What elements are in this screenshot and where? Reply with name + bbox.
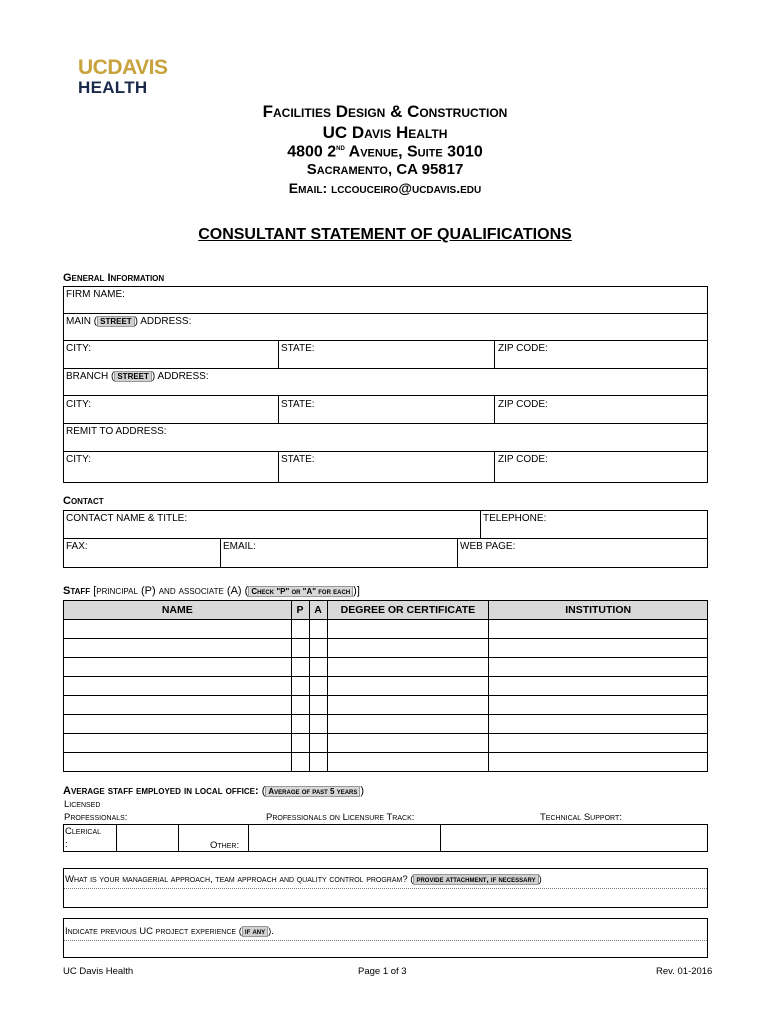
divider [494, 451, 495, 483]
clerical-label-1: Clerical [65, 826, 102, 837]
staff-cell-institution[interactable] [489, 696, 708, 715]
staff-cell-name[interactable] [64, 715, 292, 734]
staff-cell-institution[interactable] [489, 715, 708, 734]
staff-cell-institution[interactable] [489, 658, 708, 677]
staff-cell-p[interactable] [291, 715, 309, 734]
header-line5 [0, 180, 770, 196]
divider [457, 538, 458, 568]
staff-cell-degree[interactable] [327, 734, 489, 753]
staff-cell-name[interactable] [64, 639, 292, 658]
logo-health: HEALTH [78, 78, 148, 97]
logo [78, 57, 167, 96]
main-address-label: MAIN ( [66, 316, 98, 327]
remit-zip-field[interactable]: ZIP CODE: [498, 454, 548, 465]
staff-cell-p[interactable] [291, 639, 309, 658]
licensed-label-2[interactable]: Professionals: [64, 812, 128, 823]
average-note-open: ( [261, 785, 266, 797]
staff-cell-name[interactable] [64, 734, 292, 753]
divider [480, 510, 481, 538]
staff-heading-line [63, 585, 360, 597]
divider [248, 824, 249, 852]
main-city-field[interactable]: CITY: [66, 343, 92, 354]
staff-cell-degree[interactable] [327, 715, 489, 734]
staff-cell-institution[interactable] [489, 620, 708, 639]
staff-cell-a[interactable] [309, 620, 327, 639]
main-state-field[interactable]: STATE: [281, 343, 315, 354]
technical-support-field[interactable]: Technical Support: [540, 812, 622, 823]
branch-street-tag: STREET [114, 371, 152, 382]
staff-cell-degree[interactable] [327, 696, 489, 715]
licensure-track-field[interactable]: Professionals on Licensure Track: [266, 812, 415, 823]
staff-cell-institution[interactable] [489, 753, 708, 772]
contact-heading: Contact [63, 495, 104, 507]
staff-cell-degree[interactable] [327, 620, 489, 639]
col-institution: INSTITUTION [489, 601, 708, 620]
fax-field[interactable]: FAX: [66, 541, 88, 552]
staff-cell-p[interactable] [291, 658, 309, 677]
logo-davis: DAVIS [107, 56, 168, 79]
table-row [64, 753, 708, 772]
divider [278, 451, 279, 483]
email-address: lccouceiro@ucdavis.edu [331, 180, 482, 196]
general-heading: General Information [63, 272, 165, 284]
branch-zip-field[interactable]: ZIP CODE: [498, 399, 548, 410]
divider [440, 824, 441, 852]
table-row [64, 658, 708, 677]
managerial-question-text: What is your managerial approach, team approach and quality control program? [65, 874, 408, 885]
table-row [64, 696, 708, 715]
clerical-label-2[interactable]: : [65, 839, 68, 850]
previous-question-text: Indicate previous UC project experience ( [65, 926, 242, 937]
footer-left: UC Davis Health [63, 966, 134, 977]
divider [63, 395, 708, 396]
divider [64, 888, 707, 889]
staff-cell-a[interactable] [309, 696, 327, 715]
staff-table-header [64, 601, 708, 620]
previous-experience-box[interactable] [63, 918, 708, 958]
header-line1: Facilities Design & Construction [262, 102, 508, 121]
divider [494, 395, 495, 423]
staff-cell-institution[interactable] [489, 677, 708, 696]
header-line3 [0, 143, 770, 161]
divider [278, 395, 279, 423]
table-row [64, 620, 708, 639]
staff-cell-name[interactable] [64, 620, 292, 639]
remit-address-field[interactable]: REMIT TO ADDRESS: [66, 426, 167, 437]
telephone-field[interactable]: TELEPHONE: [483, 513, 547, 524]
branch-address-label-end: ) ADDRESS: [151, 371, 209, 382]
main-address-field[interactable] [66, 316, 191, 327]
branch-address-field[interactable] [66, 371, 209, 382]
staff-cell-p[interactable] [291, 677, 309, 696]
email-label: Email: [288, 180, 332, 196]
average-box [63, 824, 708, 852]
average-note-close: ) [360, 785, 365, 797]
divider [278, 340, 279, 368]
divider [63, 340, 708, 341]
address-street: Avenue, Suite 3010 [344, 143, 483, 161]
col-degree: DEGREE OR CERTIFICATE [327, 601, 489, 620]
firm-name-field[interactable]: FIRM NAME: [66, 289, 125, 300]
staff-cell-institution[interactable] [489, 639, 708, 658]
col-a: A [309, 601, 327, 620]
average-heading-line [63, 785, 364, 797]
main-street-tag: STREET [97, 316, 135, 327]
table-row [64, 715, 708, 734]
col-p: P [291, 601, 309, 620]
address-sup: nd [336, 143, 345, 152]
footer-page: Page 1 of 3 [358, 966, 407, 977]
staff-cell-a[interactable] [309, 715, 327, 734]
staff-cell-name[interactable] [64, 658, 292, 677]
staff-cell-degree[interactable] [327, 677, 489, 696]
staff-cell-institution[interactable] [489, 734, 708, 753]
header-line2: UC Davis Health [322, 123, 448, 142]
logo-uc: UC [78, 56, 108, 79]
staff-cell-name[interactable] [64, 753, 292, 772]
main-zip-field[interactable]: ZIP CODE: [498, 343, 548, 354]
address-number: 4800 2 [287, 143, 337, 161]
staff-note-check: Check "P" or "A" for each [248, 586, 353, 597]
staff-cell-name[interactable] [64, 677, 292, 696]
staff-cell-name[interactable] [64, 696, 292, 715]
staff-cell-degree[interactable] [327, 753, 489, 772]
contact-name-field[interactable]: CONTACT NAME & TITLE: [66, 513, 188, 524]
table-row [64, 734, 708, 753]
staff-heading: Staff [63, 585, 91, 597]
divider [63, 423, 708, 424]
divider [64, 940, 707, 941]
staff-cell-a[interactable] [309, 677, 327, 696]
staff-cell-p[interactable] [291, 753, 309, 772]
other-field[interactable]: Other: [210, 840, 240, 851]
previous-question-end: ). [268, 926, 274, 937]
licensed-label-1: Licensed [64, 799, 101, 810]
col-name: NAME [64, 601, 292, 620]
staff-note-end: )] [353, 585, 360, 597]
staff-cell-a[interactable] [309, 734, 327, 753]
branch-state-field[interactable]: STATE: [281, 399, 315, 410]
main-address-label-end: ) ADDRESS: [134, 316, 192, 327]
divider [116, 824, 117, 852]
remit-state-field[interactable]: STATE: [281, 454, 315, 465]
table-row [64, 677, 708, 696]
managerial-question: What is your managerial approach, team approach and quality control program? ( provide attachment, if necessary ) [65, 874, 542, 885]
header-line4: Sacramento, CA 95817 [306, 161, 464, 178]
staff-cell-a[interactable] [309, 639, 327, 658]
divider [63, 313, 708, 314]
staff-cell-degree[interactable] [327, 639, 489, 658]
staff-cell-p[interactable] [291, 734, 309, 753]
divider [63, 538, 708, 539]
footer-rev: Rev. 01-2016 [656, 966, 713, 977]
page-title: CONSULTANT STATEMENT OF QUALIFICATIONS [198, 226, 572, 243]
staff-cell-p[interactable] [291, 620, 309, 639]
previous-question [65, 926, 274, 937]
staff-cell-a[interactable] [309, 753, 327, 772]
managerial-note: provide attachment, if necessary [413, 874, 538, 885]
divider [494, 340, 495, 368]
branch-city-field[interactable]: CITY: [66, 399, 92, 410]
average-heading: Average staff employed in local office: [63, 785, 259, 797]
divider [220, 538, 221, 568]
divider [178, 824, 179, 852]
staff-note: [principal (P) and associate (A) ( [93, 585, 249, 597]
web-page-field[interactable]: WEB PAGE: [460, 541, 516, 552]
branch-address-label: BRANCH ( [66, 371, 115, 382]
remit-city-field[interactable]: CITY: [66, 454, 92, 465]
divider [63, 368, 708, 369]
email-field[interactable]: EMAIL: [223, 541, 256, 552]
staff-cell-degree[interactable] [327, 658, 489, 677]
staff-table [63, 600, 708, 772]
average-note: Average of past 5 years [265, 786, 360, 797]
staff-cell-a[interactable] [309, 658, 327, 677]
staff-cell-p[interactable] [291, 696, 309, 715]
table-row [64, 639, 708, 658]
divider [63, 451, 708, 452]
previous-note: if any [242, 926, 268, 937]
